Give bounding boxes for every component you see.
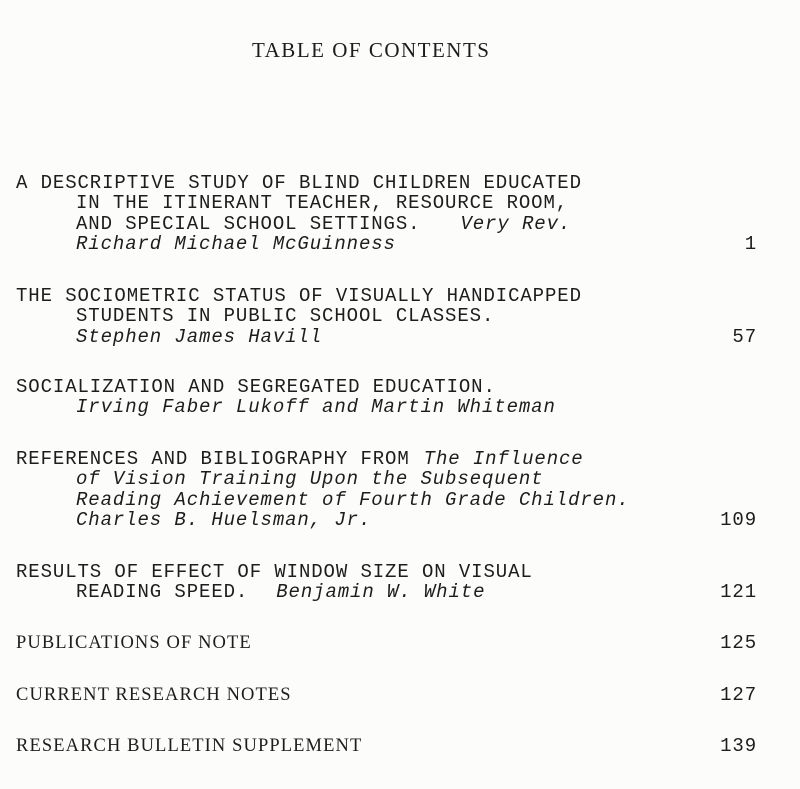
entry-author-text: Charles B. Huelsman, Jr. [76, 508, 372, 531]
entry-title-text: AND SPECIAL SCHOOL SETTINGS. [76, 212, 421, 235]
entry-title-line [16, 449, 757, 469]
entry-author-line [16, 397, 757, 417]
entry-title-text: A DESCRIPTIVE STUDY OF BLIND CHILDREN EDUCATED [16, 171, 582, 194]
entry-book-title-line [16, 469, 757, 489]
page-number: 57 [732, 325, 757, 348]
entry-title-text: IN THE ITINERANT TEACHER, RESOURCE ROOM, [76, 192, 569, 215]
entry-title-line [16, 173, 757, 193]
entry-title-text: THE SOCIOMETRIC STATUS OF VISUALLY HANDICAPPED [16, 284, 582, 307]
page-title: TABLE OF CONTENTS [252, 38, 491, 62]
page-number: 127 [720, 683, 757, 706]
page-number: 121 [720, 581, 757, 604]
entry-title-line [16, 306, 757, 326]
entry-title-line [16, 633, 757, 653]
entry-title-line [16, 193, 757, 213]
entry-author-text: Very Rev. [460, 212, 572, 235]
entry-title-line [16, 736, 757, 756]
entry-title-text: READING SPEED. [76, 581, 249, 604]
entry-title-line [16, 582, 757, 602]
entry-title-text: SOCIALIZATION AND SEGREGATED EDUCATION. [16, 375, 496, 398]
entry-author-text: Benjamin W. White [276, 581, 486, 604]
page-number: 1 [744, 232, 757, 255]
entry-title-text: REFERENCES AND BIBLIOGRAPHY FROM [16, 447, 410, 470]
entry-book-title-text: Reading Achievement of Fourth Grade Children. [76, 488, 630, 511]
entry-title-line [16, 377, 757, 397]
entry-author-line [16, 327, 757, 347]
toc-entry [16, 685, 757, 705]
entry-title-line [16, 214, 757, 234]
entry-title-text: PUBLICATIONS OF NOTE [16, 632, 252, 653]
entry-author-line [16, 234, 757, 254]
toc-entry [16, 173, 757, 255]
entry-book-title-text: of Vision Training Upon the Subsequent [76, 468, 544, 491]
toc-entry [16, 562, 757, 603]
page-number: 109 [720, 508, 757, 531]
entry-title-text: RESEARCH BULLETIN SUPPLEMENT [16, 735, 363, 756]
entry-title-text: RESULTS OF EFFECT OF WINDOW SIZE ON VISUAL [16, 560, 533, 583]
toc-entry [16, 633, 757, 653]
entry-title-line [16, 685, 757, 705]
page-number: 139 [720, 734, 757, 757]
entry-author-text: Irving Faber Lukoff and Martin Whiteman [76, 396, 556, 419]
toc-entry [16, 286, 757, 347]
entry-author-text: Stephen James Havill [76, 325, 323, 348]
entry-author-text: Richard Michael McGuinness [76, 232, 396, 255]
toc-entry [16, 449, 757, 531]
page-number: 125 [720, 631, 757, 654]
entry-title-text: CURRENT RESEARCH NOTES [16, 684, 292, 705]
toc-entry [16, 377, 757, 418]
entry-title-line [16, 286, 757, 306]
entry-title-text: STUDENTS IN PUBLIC SCHOOL CLASSES. [76, 305, 495, 328]
entry-book-title-line [16, 490, 757, 510]
entry-book-title-text: The Influence [423, 447, 584, 470]
entry-title-line [16, 562, 757, 582]
toc-entry [16, 736, 757, 756]
entry-author-line [16, 510, 757, 530]
